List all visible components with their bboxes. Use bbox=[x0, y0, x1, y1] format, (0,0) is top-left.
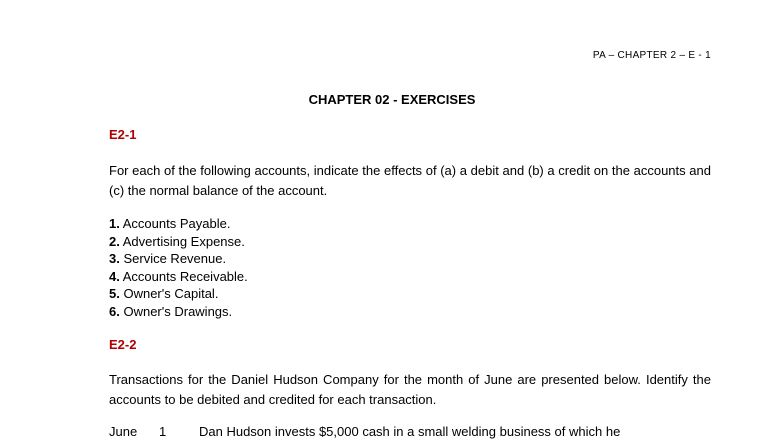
item-number: 3. bbox=[109, 251, 120, 266]
exercise-e2-2-instructions: Transactions for the Daniel Hudson Company for the month of June are presented below. Identify the accounts to be debited and credited for each transaction. bbox=[109, 372, 711, 407]
item-text: Owner's Drawings. bbox=[123, 303, 233, 319]
item-text: Advertising Expense. bbox=[122, 233, 245, 249]
item-text: Accounts Receivable. bbox=[122, 268, 248, 284]
exercise-e2-1-instructions: For each of the following accounts, indicate the effects of (a) a debit and (b) a credit on the accounts and (c) the normal balance of the account. bbox=[109, 163, 711, 198]
list-item bbox=[109, 268, 248, 286]
item-number: 6. bbox=[109, 303, 120, 319]
list-item bbox=[109, 303, 248, 321]
list-item bbox=[109, 233, 248, 251]
exercise-heading-e2-1: E2-1 bbox=[109, 127, 137, 142]
account-list bbox=[109, 215, 248, 320]
transaction-day: 1 bbox=[159, 424, 167, 439]
item-text: Accounts Payable. bbox=[122, 216, 231, 231]
page-header: PA – CHAPTER 2 – E - 1 bbox=[592, 50, 711, 61]
list-item bbox=[109, 250, 248, 268]
chapter-title: CHAPTER 02 - EXERCISES bbox=[308, 92, 476, 107]
item-number: 2. bbox=[109, 233, 120, 249]
list-item bbox=[109, 285, 248, 303]
exercise-heading-e2-2: E2-2 bbox=[109, 337, 137, 352]
item-number: 5. bbox=[109, 286, 120, 301]
transaction-description: Dan Hudson invests $5,000 cash in a small welding business of which he bbox=[199, 424, 621, 439]
transaction-row bbox=[109, 424, 711, 439]
item-number: 1. bbox=[109, 216, 120, 231]
list-item bbox=[109, 215, 248, 233]
item-text: Owner's Capital. bbox=[123, 286, 219, 301]
item-number: 4. bbox=[109, 268, 120, 284]
transaction-month: June bbox=[109, 424, 138, 439]
item-text: Service Revenue. bbox=[123, 251, 227, 266]
